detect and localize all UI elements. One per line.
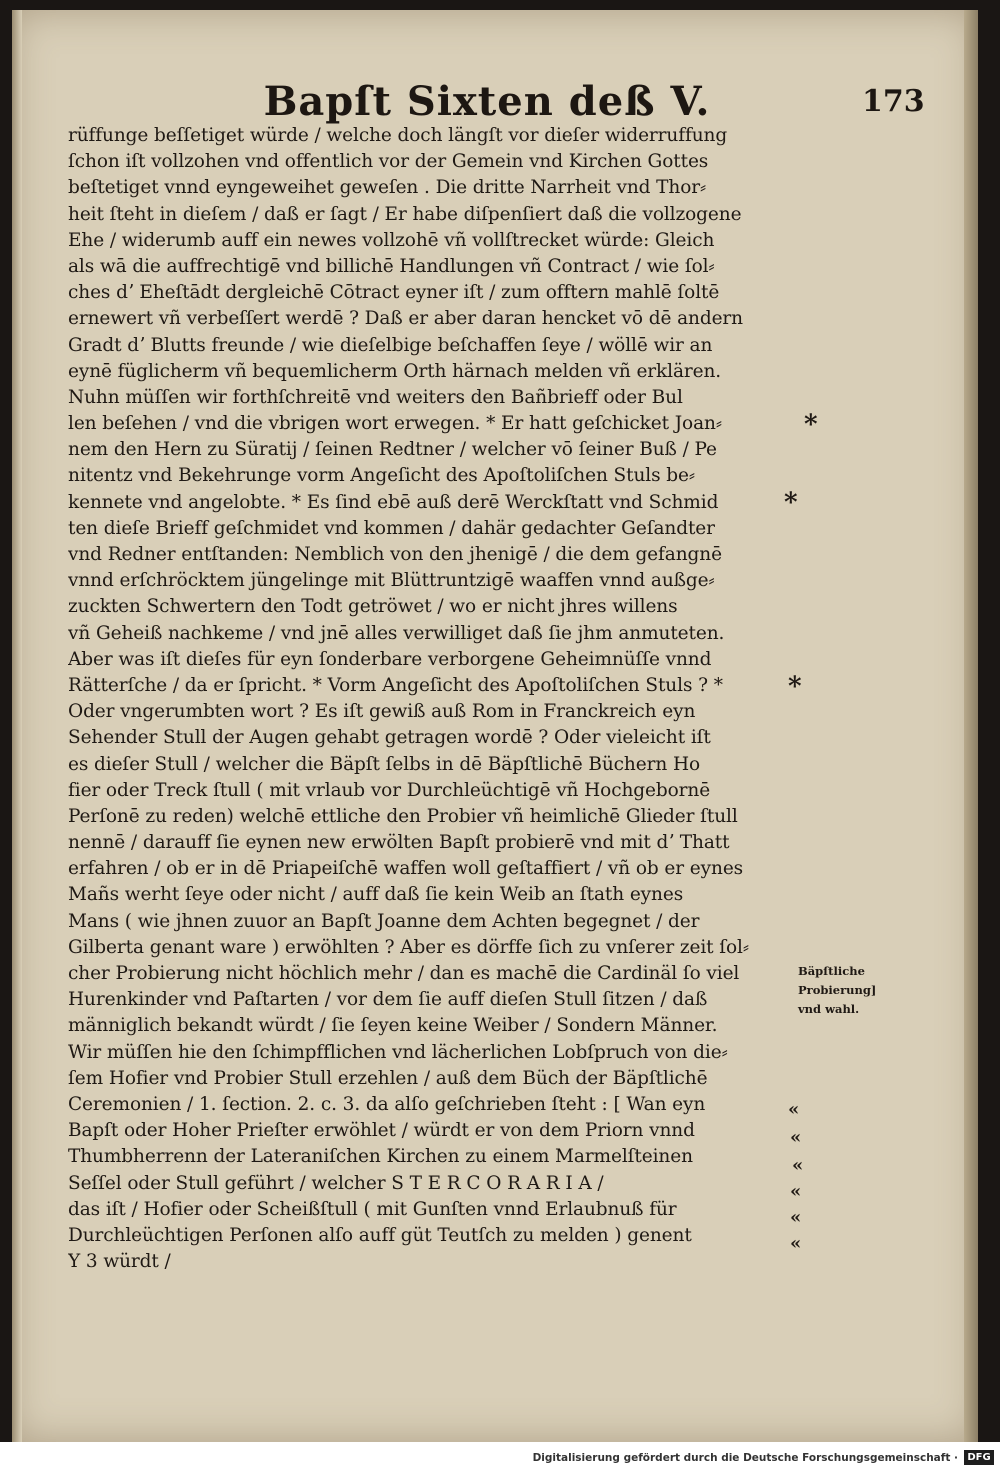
text-line: nennē / darauff ſie eynen new erwölten Bapſt probierē vnd mit dʼ Thatt — [68, 832, 730, 854]
side-note-line: Probierung] — [798, 983, 877, 997]
page-gutter — [12, 10, 22, 1442]
digitization-footer — [0, 1442, 1000, 1475]
text-line: ſem Hofier vnd Probier Stull erzehlen / auß dem Büch der Bäpſtlichē — [68, 1067, 708, 1089]
text-line: das iſt / Hofier oder Scheißſtull ( mit Gunſten vnnd Erlaubnuß für — [68, 1198, 677, 1220]
text-line: Sehender Stull der Augen gehabt getragen wordē ? Oder vieleicht iſt — [68, 727, 711, 749]
text-line: Thumbherrenn der Lateraniſchen Kirchen zu einem Marmelſteinen — [68, 1146, 693, 1168]
text-line: Aber was iſt dieſes für eyn ſonderbare verborgene Geheimnüſſe vnnd — [68, 648, 712, 670]
page-edge — [964, 10, 978, 1442]
text-line: Durchleüchtigen Perſonen alſo auff güt Teutſch zu melden ) genent — [68, 1224, 692, 1246]
text-line: Wir müſſen hie den ſchimpfflichen vnd lächerlichen Lobſpruch von die⸗ — [68, 1041, 728, 1063]
text-line: vñ Geheiß nachkeme / vnd jnē alles verwilliget daß ſie jhm anmuteten. — [68, 622, 725, 644]
book-page — [12, 10, 978, 1442]
text-line: fier oder Treck ſtull ( mit vrlaub vor Durchleüchtigē vñ Hochgebornē — [68, 779, 711, 801]
text-line: ches dʼ Eheſtādt dergleichē Cōtract eyner iſt / zum offtern mahlē ſoltē — [68, 282, 720, 304]
text-line: len beſehen / vnd die vbrigen wort erwegen. * Er hatt geſchicket Joan⸗ — [68, 413, 722, 435]
text-line: nitentz vnd Bekehrunge vorm Angeſicht des Apoſtoliſchen Stuls be⸗ — [68, 465, 695, 487]
text-line: es dieſer Stull / welcher die Bäpſt ſelbs in dē Bäpſtlichē Büchern Ho — [68, 753, 701, 775]
margin-quote-mark: « — [790, 1127, 802, 1148]
text-line: Gilberta genant ware ) erwöhlten ? Aber es dörffe ſich zu vnſerer zeit ſol⸗ — [68, 936, 749, 958]
text-line: männiglich bekandt würdt / ſie ſeyen keine Weiber / Sondern Männer. — [68, 1015, 718, 1037]
text-line: vnd Redner entſtanden: Nemblich von den jhenigē / die dem gefangnē — [68, 544, 722, 565]
text-line: rüffunge beſſetiget würde / welche doch längſt vor dieſer widerruffung — [68, 125, 728, 146]
side-note-line: vnd wahl. — [798, 1002, 860, 1016]
text-line: Perſonē zu reden) welchē ettliche den Probier vñ heimlichē Glieder ſtull — [68, 805, 738, 827]
margin-asterisk: * — [788, 672, 802, 702]
text-line: nem den Hern zu Süratij / ſeinen Redtner / welcher vō ſeiner Buß / Pe — [68, 439, 717, 461]
text-line: ſchon iſt vollzohen vnd offentlich vor der Gemein vnd Kirchen Gottes — [68, 151, 709, 173]
text-line: Gradt dʼ Blutts freunde / wie dieſelbige beſchaffen ſeye / wöllē wir an — [68, 334, 713, 356]
text-line: Oder vngerumbten wort ? Es iſt gewiß auß Rom in Franckreich eyn — [68, 701, 696, 723]
margin-asterisk: * — [784, 488, 798, 518]
side-note — [798, 962, 884, 1019]
text-line: Ehe / widerumb auff ein newes vollzohē vñ vollſtrecket würde: Gleich — [68, 229, 715, 251]
text-line: erfahren / ob er in dē Priapeiſchē waffen woll geſtaffiert / vñ ob er eynes — [68, 858, 744, 880]
catchword-line: Y 3 würdt / — [68, 1251, 171, 1273]
text-line: Hurenkinder vnd Paſtarten / vor dem ſie auff dieſen Stull ſitzen / daß — [68, 989, 708, 1011]
text-line: Bapſt oder Hoher Prieſter erwöhlet / würdt er von dem Priorn vnnd — [68, 1120, 695, 1142]
text-line: vnnd erſchröcktem jüngelinge mit Blüttruntzigē waaffen vnnd außge⸗ — [68, 570, 715, 592]
margin-asterisk: * — [804, 410, 818, 440]
side-note-line: Bäpſtliche — [798, 964, 865, 978]
dfg-logo: DFG — [964, 1450, 994, 1465]
text-line: Mans ( wie jhnen zuuor an Bapſt Joanne dem Achten begegnet / der — [68, 910, 700, 932]
margin-quote-mark: « — [792, 1155, 804, 1176]
text-line: Mañs werht ſeye oder nicht / auff daß ſie kein Weib an ſtath eynes — [68, 884, 684, 906]
margin-quote-mark: « — [788, 1099, 800, 1120]
text-line: cher Probierung nicht höchlich mehr / dan es machē die Cardinäl ſo viel — [68, 963, 740, 984]
text-line: eynē füglicherm vñ bequemlicherm Orth härnach melden vñ erklären. — [68, 360, 722, 382]
margin-quote-mark: « — [790, 1181, 802, 1202]
running-head: Bapſt Sixten deß V. — [263, 78, 711, 125]
body-text — [68, 123, 804, 1275]
text-line: beſtetiget vnnd eyngeweihet geweſen . Die dritte Narrheit vnd Thor⸗ — [68, 177, 707, 199]
text-line: ernewert vñ verbeſſert werdē ? Daß er aber daran hencket vō dē andern — [68, 308, 743, 330]
text-line: kennete vnd angelobte. * Es ſind ebē auß derē Werckſtatt vnd Schmid — [68, 491, 719, 513]
text-line: ten dieſe Brieff geſchmidet vnd kommen / dahär gedachter Geſandter — [68, 517, 715, 539]
text-line: zuckten Schwertern den Todt getröwet / wo er nicht jhres willens — [68, 596, 678, 618]
text-line: heit ſteht in dieſem / daß er ſagt / Er habe diſpenſiert daß die vollzogene — [68, 203, 742, 225]
text-line: Seſſel oder Stull geführt / welcher S T E R C O R A R I A / — [68, 1172, 604, 1194]
margin-quote-mark: « — [790, 1207, 802, 1228]
page-number: 173 — [862, 84, 925, 119]
funding-credit: Digitalisierung gefördert durch die Deutsche Forschungsgemeinschaft · — [532, 1452, 958, 1464]
text-line: Rätterſche / da er ſpricht. * Vorm Angeſicht des Apoſtoliſchen Stuls ? * — [68, 674, 723, 696]
text-line: als wā die auffrechtigē vnd billichē Handlungen vñ Contract / wie ſol⸗ — [68, 255, 715, 277]
text-line: Nuhn müſſen wir forthſchreitē vnd weiters den Bañbrieff oder Bul — [68, 386, 683, 408]
text-line: Ceremonien / 1. ſection. 2. c. 3. da alſo geſchrieben ſteht : [ Wan eyn — [68, 1093, 706, 1115]
margin-quote-mark: « — [790, 1233, 802, 1254]
